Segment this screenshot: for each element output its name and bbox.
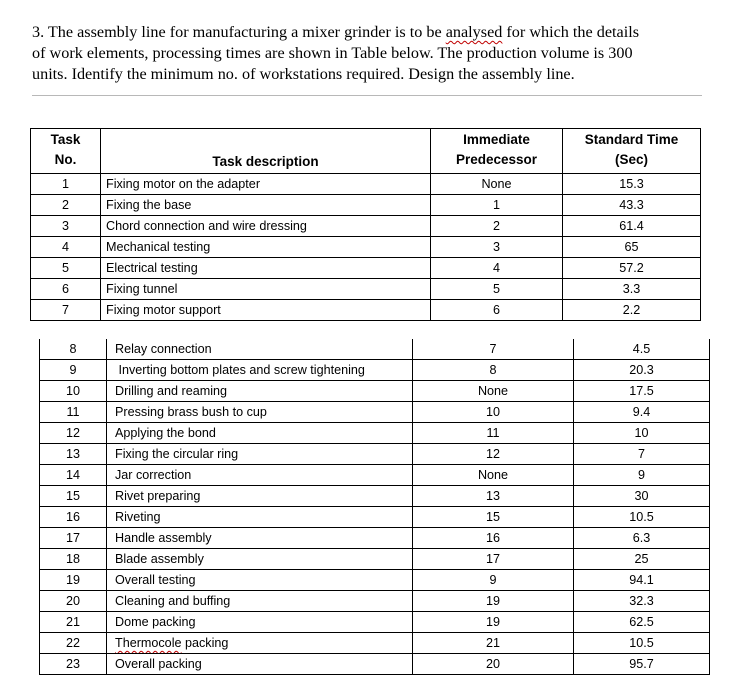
predecessor-cell: 1 (431, 195, 563, 216)
predecessor-cell: 19 (413, 591, 574, 612)
table-row (40, 444, 710, 465)
standard-time-cell: 9 (574, 465, 710, 486)
table-row (40, 486, 710, 507)
table-row (40, 612, 710, 633)
standard-time-cell: 32.3 (574, 591, 710, 612)
task-no-cell: 14 (40, 465, 107, 486)
predecessor-cell: 15 (413, 507, 574, 528)
standard-time-cell: 57.2 (563, 258, 701, 279)
predecessor-cell: 8 (413, 360, 574, 381)
header-standard-time (563, 129, 701, 174)
task-no-cell: 23 (40, 654, 107, 675)
table-row (40, 549, 710, 570)
predecessor-cell: 7 (413, 339, 574, 360)
standard-time-cell: 10 (574, 423, 710, 444)
task-description-cell: Blade assembly (107, 549, 413, 570)
task-description-cell: Fixing motor on the adapter (101, 174, 431, 195)
table-row (31, 174, 701, 195)
task-description-cell: Cleaning and buffing (107, 591, 413, 612)
standard-time-cell: 6.3 (574, 528, 710, 549)
task-no-cell: 18 (40, 549, 107, 570)
table-row (31, 258, 701, 279)
task-description-cell: Handle assembly (107, 528, 413, 549)
table-row (31, 237, 701, 258)
table-row (40, 654, 710, 675)
task-no-cell: 2 (31, 195, 101, 216)
task-description-cell: Jar correction (107, 465, 413, 486)
task-no-cell: 19 (40, 570, 107, 591)
table-row (40, 570, 710, 591)
task-description-cell: Mechanical testing (101, 237, 431, 258)
task-description-cell: Fixing motor support (101, 300, 431, 321)
standard-time-cell: 7 (574, 444, 710, 465)
header-time-line-1: Standard Time (584, 132, 679, 147)
standard-time-cell: 25 (574, 549, 710, 570)
task-no-cell: 3 (31, 216, 101, 237)
standard-time-cell: 30 (574, 486, 710, 507)
task-no-cell: 12 (40, 423, 107, 444)
standard-time-cell: 20.3 (574, 360, 710, 381)
table-row (40, 360, 710, 381)
table-row (40, 423, 710, 444)
standard-time-cell: 94.1 (574, 570, 710, 591)
task-no-cell: 5 (31, 258, 101, 279)
standard-time-cell: 10.5 (574, 633, 710, 654)
table-row (40, 402, 710, 423)
question-text (32, 22, 732, 85)
predecessor-cell: None (431, 174, 563, 195)
predecessor-cell: 21 (413, 633, 574, 654)
task-description-cell: Relay connection (107, 339, 413, 360)
predecessor-cell: None (413, 381, 574, 402)
header-task-no-line-2: No. (54, 152, 77, 167)
table-row (31, 195, 701, 216)
standard-time-cell: 4.5 (574, 339, 710, 360)
standard-time-cell: 65 (563, 237, 701, 258)
task-no-cell: 9 (40, 360, 107, 381)
task-no-cell: 13 (40, 444, 107, 465)
task-no-cell: 11 (40, 402, 107, 423)
header-predecessor-line-2: Predecessor (455, 152, 538, 167)
task-no-cell: 6 (31, 279, 101, 300)
question-line-1-start: 3. The assembly line for manufacturing a mixer grinder is to be (32, 23, 446, 41)
predecessor-cell: 16 (413, 528, 574, 549)
question-line-2: of work elements, processing times are shown in Table below. The production volume is 300 (32, 44, 633, 62)
task-description-cell: Overall packing (107, 654, 413, 675)
predecessor-cell: 11 (413, 423, 574, 444)
standard-time-cell: 3.3 (563, 279, 701, 300)
task-description-cell: Applying the bond (107, 423, 413, 444)
task-description-cell: Rivet preparing (107, 486, 413, 507)
spellcheck-word: analysed (445, 23, 503, 41)
table-row (40, 528, 710, 549)
task-no-cell: 17 (40, 528, 107, 549)
predecessor-cell: 4 (431, 258, 563, 279)
header-task-description: Task description (101, 129, 431, 174)
spellcheck-word: Thermocole (115, 636, 182, 650)
task-description-cell (107, 633, 413, 654)
task-description-cell: Drilling and reaming (107, 381, 413, 402)
task-no-cell: 1 (31, 174, 101, 195)
task-no-cell: 7 (31, 300, 101, 321)
predecessor-cell: 9 (413, 570, 574, 591)
table-row (40, 591, 710, 612)
predecessor-cell: 5 (431, 279, 563, 300)
task-description-cell: Riveting (107, 507, 413, 528)
separator-line (32, 95, 702, 96)
standard-time-cell: 2.2 (563, 300, 701, 321)
task-description-cell: Pressing brass bush to cup (107, 402, 413, 423)
predecessor-cell: 2 (431, 216, 563, 237)
task-description-cell: Fixing tunnel (101, 279, 431, 300)
task-no-cell: 8 (40, 339, 107, 360)
task-description-cell: Overall testing (107, 570, 413, 591)
task-description-cell: Fixing the circular ring (107, 444, 413, 465)
table-row (40, 465, 710, 486)
question-line-1-end: for which the details (502, 23, 640, 41)
task-no-cell: 20 (40, 591, 107, 612)
task-description-cell: Inverting bottom plates and screw tightening (107, 360, 413, 381)
predecessor-cell: 20 (413, 654, 574, 675)
task-description-cell: Dome packing (107, 612, 413, 633)
table-row (40, 339, 710, 360)
table-row (40, 507, 710, 528)
predecessor-cell: 17 (413, 549, 574, 570)
standard-time-cell: 10.5 (574, 507, 710, 528)
task-no-cell: 4 (31, 237, 101, 258)
standard-time-cell: 95.7 (574, 654, 710, 675)
predecessor-cell: 19 (413, 612, 574, 633)
predecessor-cell: 6 (431, 300, 563, 321)
header-task-no-line-1: Task (50, 132, 81, 147)
predecessor-cell: None (413, 465, 574, 486)
task-description-rest: packing (181, 636, 229, 650)
table-header-row (31, 129, 701, 174)
task-description-cell: Electrical testing (101, 258, 431, 279)
standard-time-cell: 61.4 (563, 216, 701, 237)
task-description-cell: Chord connection and wire dressing (101, 216, 431, 237)
question-line-3: units. Identify the minimum no. of workstations required. Design the assembly line. (32, 65, 575, 83)
table-row (31, 216, 701, 237)
question-line-1 (32, 22, 732, 43)
standard-time-cell: 15.3 (563, 174, 701, 195)
header-immediate-predecessor (431, 129, 563, 174)
task-no-cell: 15 (40, 486, 107, 507)
task-description-cell: Fixing the base (101, 195, 431, 216)
table-row (31, 300, 701, 321)
header-predecessor-line-1: Immediate (463, 132, 530, 147)
predecessor-cell: 10 (413, 402, 574, 423)
task-table-part-2 (39, 339, 710, 675)
standard-time-cell: 62.5 (574, 612, 710, 633)
predecessor-cell: 13 (413, 486, 574, 507)
task-no-cell: 21 (40, 612, 107, 633)
table-row (40, 381, 710, 402)
table-row (40, 633, 710, 654)
task-no-cell: 10 (40, 381, 107, 402)
predecessor-cell: 3 (431, 237, 563, 258)
task-no-cell: 22 (40, 633, 107, 654)
standard-time-cell: 17.5 (574, 381, 710, 402)
header-task-no (31, 129, 101, 174)
task-no-cell: 16 (40, 507, 107, 528)
task-table-part-1 (30, 128, 701, 321)
header-time-line-2: (Sec) (614, 152, 648, 167)
standard-time-cell: 9.4 (574, 402, 710, 423)
standard-time-cell: 43.3 (563, 195, 701, 216)
table-row (31, 279, 701, 300)
predecessor-cell: 12 (413, 444, 574, 465)
